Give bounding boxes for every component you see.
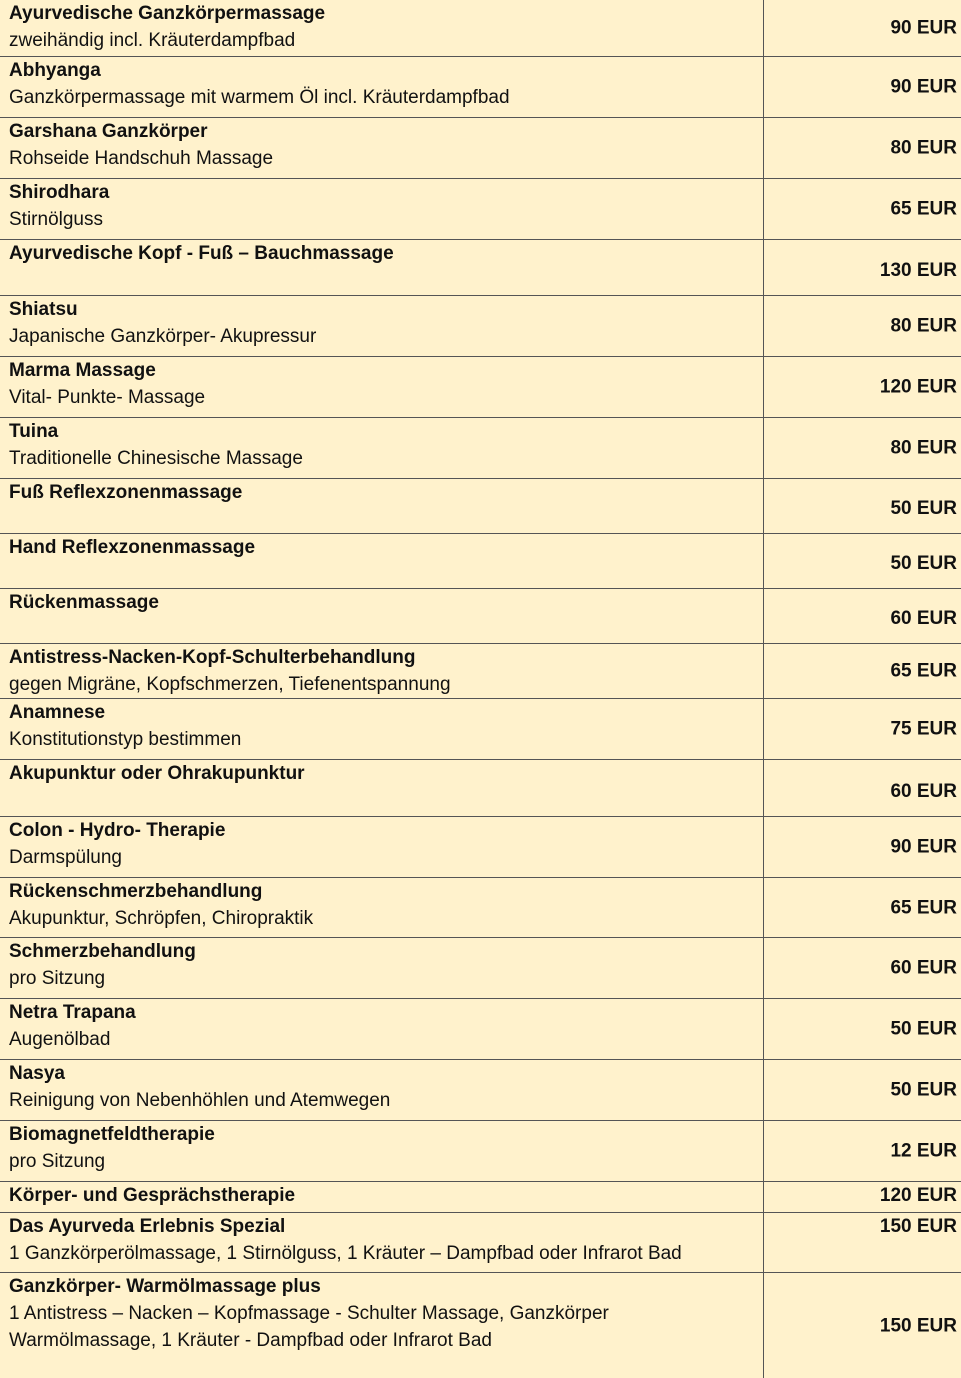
service-subtitle: Japanische Ganzkörper- Akupressur	[9, 326, 317, 347]
table-row	[0, 357, 961, 418]
table-row	[0, 1213, 961, 1273]
service-subtitle: Darmspülung	[9, 847, 122, 868]
service-cell	[0, 534, 764, 588]
service-cell	[0, 817, 764, 877]
service-price: 80 EUR	[890, 137, 957, 159]
service-title: Fuß Reflexzonenmassage	[9, 482, 243, 503]
service-price: 60 EUR	[890, 608, 957, 629]
service-cell	[0, 1121, 764, 1181]
service-subtitle: pro Sitzung	[9, 1151, 106, 1172]
service-subtitle-line2: Warmölmassage, 1 Kräuter - Dampfbad oder Infrarot Bad	[9, 1330, 492, 1351]
service-price: 12 EUR	[890, 1140, 957, 1162]
service-price: 65 EUR	[890, 198, 957, 220]
table-row	[0, 118, 961, 179]
service-price: 90 EUR	[890, 836, 957, 858]
table-row	[0, 999, 961, 1060]
service-subtitle: 1 Antistress – Nacken – Kopfmassage - Schulter Massage, Ganzkörper	[9, 1303, 609, 1324]
service-subtitle: Augenölbad	[9, 1029, 111, 1050]
service-cell	[0, 296, 764, 356]
table-row	[0, 878, 961, 938]
service-title: Hand Reflexzonenmassage	[9, 537, 256, 558]
table-row	[0, 57, 961, 118]
table-row	[0, 938, 961, 999]
service-title: Das Ayurveda Erlebnis Spezial	[9, 1216, 286, 1237]
service-price: 60 EUR	[890, 957, 957, 979]
table-row	[0, 1273, 961, 1378]
service-title: Garshana Ganzkörper	[9, 121, 208, 142]
service-cell	[0, 644, 764, 698]
service-cell	[0, 699, 764, 759]
service-title: Shirodhara	[9, 182, 110, 203]
service-cell	[0, 1060, 764, 1120]
service-subtitle: Rohseide Handschuh Massage	[9, 148, 274, 169]
table-row	[0, 1060, 961, 1121]
service-title: Körper- und Gesprächstherapie	[9, 1185, 296, 1206]
table-row	[0, 534, 961, 589]
service-title: Antistress-Nacken-Kopf-Schulterbehandlung	[9, 647, 416, 668]
service-cell	[0, 999, 764, 1059]
table-row	[0, 240, 961, 296]
service-title: Rückenschmerzbehandlung	[9, 881, 263, 902]
service-subtitle: pro Sitzung	[9, 968, 106, 989]
service-cell	[0, 1273, 764, 1378]
table-row	[0, 0, 961, 57]
service-subtitle: Stirnölguss	[9, 209, 103, 230]
service-title: Netra Trapana	[9, 1002, 136, 1023]
service-price: 90 EUR	[890, 76, 957, 98]
service-subtitle: Konstitutionstyp bestimmen	[9, 729, 242, 750]
table-row	[0, 817, 961, 878]
service-title: Nasya	[9, 1063, 65, 1084]
table-row	[0, 1182, 961, 1213]
service-title: Shiatsu	[9, 299, 78, 320]
service-cell	[0, 357, 764, 417]
service-title: Colon - Hydro- Therapie	[9, 820, 226, 841]
table-row	[0, 296, 961, 357]
service-cell	[0, 418, 764, 478]
service-subtitle: zweihändig incl. Kräuterdampfbad	[9, 30, 296, 51]
service-price: 50 EUR	[890, 498, 957, 519]
service-subtitle: Akupunktur, Schröpfen, Chiropraktik	[9, 908, 314, 929]
service-cell	[0, 179, 764, 239]
service-price: 50 EUR	[890, 553, 957, 574]
service-subtitle: 1 Ganzkörperölmassage, 1 Stirnölguss, 1 Kräuter – Dampfbad oder Infrarot Bad	[9, 1243, 682, 1264]
service-cell	[0, 479, 764, 533]
service-subtitle: Traditionelle Chinesische Massage	[9, 448, 303, 469]
service-price: 75 EUR	[890, 718, 957, 740]
service-title: Anamnese	[9, 702, 106, 723]
service-subtitle: Reinigung von Nebenhöhlen und Atemwegen	[9, 1090, 391, 1111]
service-title: Biomagnetfeldtherapie	[9, 1124, 215, 1145]
service-price: 80 EUR	[890, 437, 957, 459]
service-price: 50 EUR	[890, 1079, 957, 1101]
service-price: 150 EUR	[879, 1315, 957, 1336]
service-cell	[0, 760, 764, 816]
service-title: Marma Massage	[9, 360, 156, 381]
service-cell	[0, 1182, 764, 1212]
service-price: 90 EUR	[890, 17, 957, 39]
table-row	[0, 589, 961, 644]
service-title: Abhyanga	[9, 60, 101, 81]
service-cell	[0, 1213, 764, 1272]
service-price: 65 EUR	[890, 897, 957, 918]
service-subtitle: gegen Migräne, Kopfschmerzen, Tiefenentspannung	[9, 674, 451, 695]
service-title: Schmerzbehandlung	[9, 941, 196, 962]
service-cell	[0, 938, 764, 998]
service-cell	[0, 589, 764, 643]
service-subtitle: Vital- Punkte- Massage	[9, 387, 206, 408]
service-title: Ayurvedische Ganzkörpermassage	[9, 3, 326, 24]
table-row	[0, 1121, 961, 1182]
table-row	[0, 479, 961, 534]
service-title: Ganzkörper- Warmölmassage plus	[9, 1276, 321, 1297]
table-row	[0, 699, 961, 760]
service-price: 130 EUR	[879, 260, 957, 281]
service-price: 50 EUR	[890, 1018, 957, 1040]
service-price: 80 EUR	[890, 315, 957, 337]
service-cell	[0, 240, 764, 295]
table-row	[0, 418, 961, 479]
service-cell	[0, 57, 764, 117]
service-price: 60 EUR	[890, 781, 957, 802]
service-price: 120 EUR	[879, 1185, 957, 1206]
table-row	[0, 179, 961, 240]
table-row	[0, 644, 961, 699]
service-subtitle: Ganzkörpermassage mit warmem Öl incl. Kräuterdampfbad	[9, 87, 510, 108]
service-price: 120 EUR	[879, 376, 957, 398]
service-price: 65 EUR	[890, 660, 957, 682]
service-price: 150 EUR	[879, 1216, 957, 1237]
service-title: Tuina	[9, 421, 59, 442]
table-row	[0, 760, 961, 817]
service-title: Akupunktur oder Ohrakupunktur	[9, 763, 305, 784]
service-cell	[0, 0, 764, 56]
service-title: Ayurvedische Kopf - Fuß – Bauchmassage	[9, 243, 394, 264]
service-cell	[0, 118, 764, 178]
service-cell	[0, 878, 764, 937]
service-title: Rückenmassage	[9, 592, 159, 613]
